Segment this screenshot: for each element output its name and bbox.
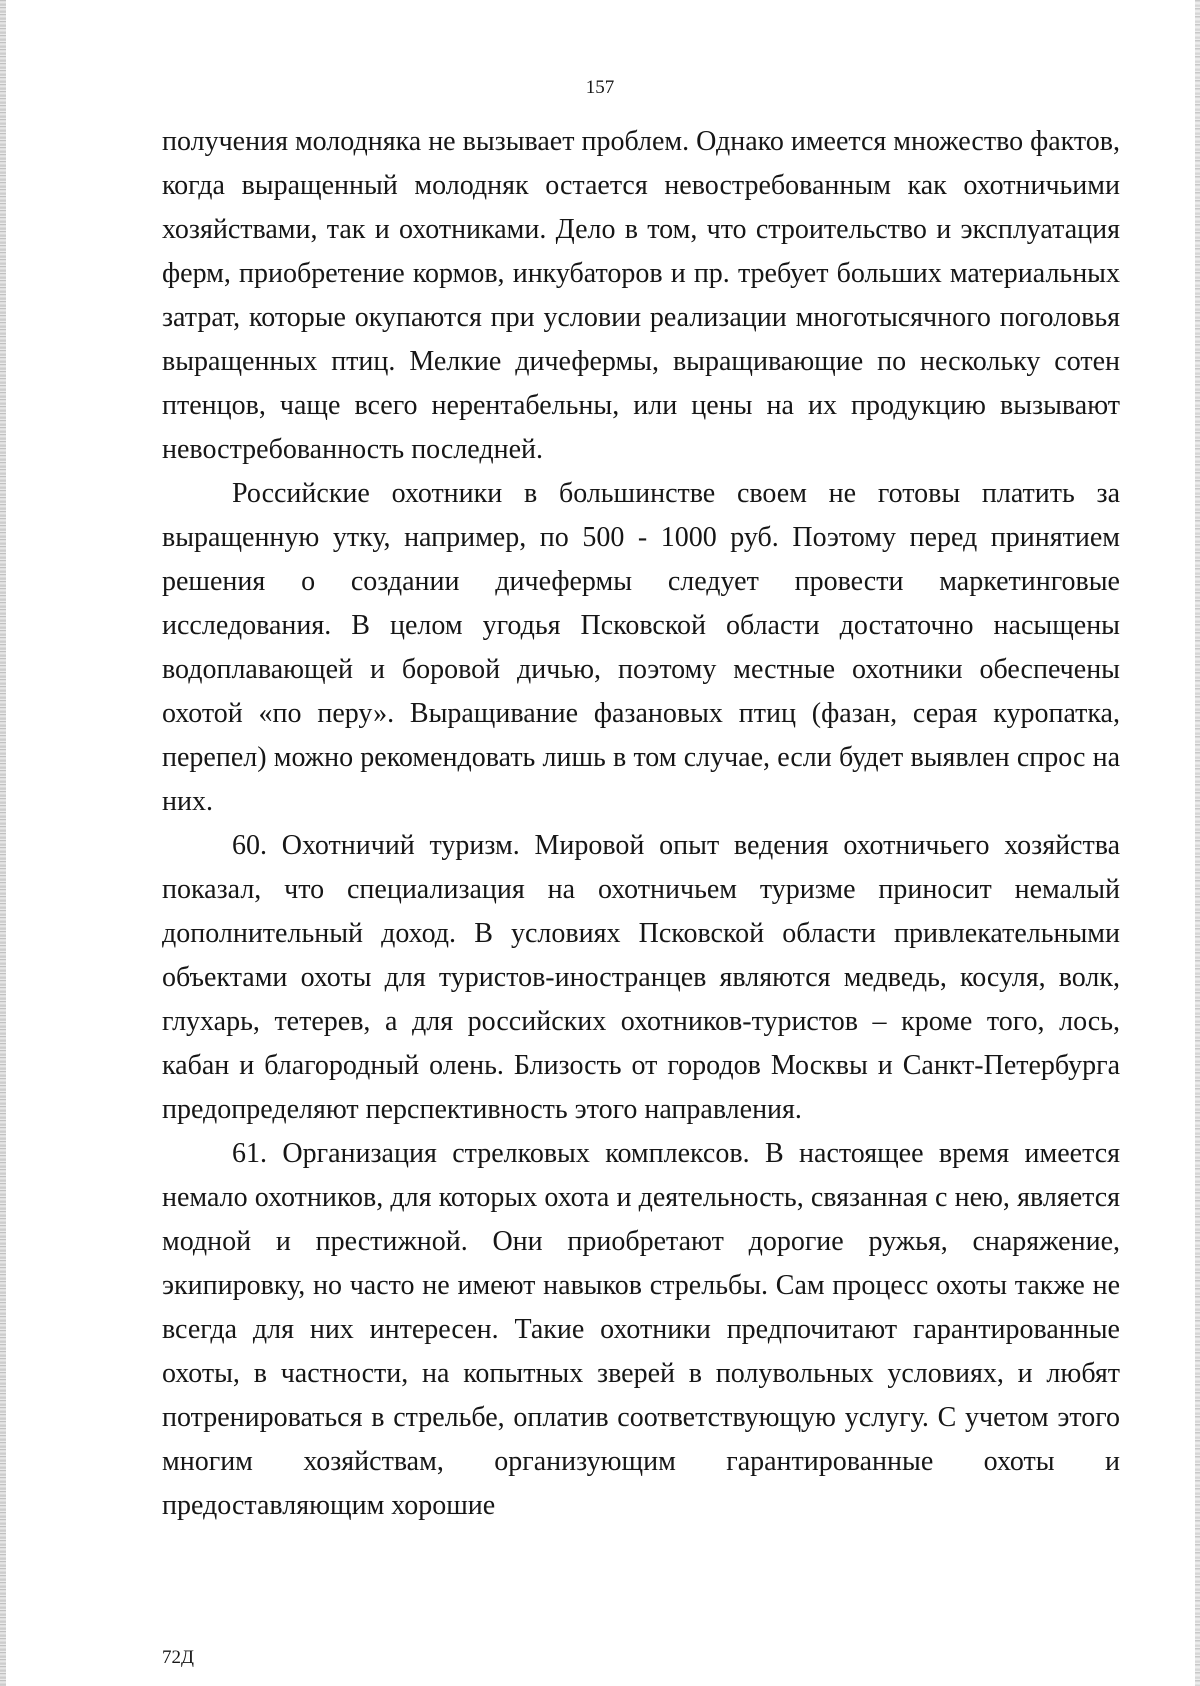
- scan-edge-right: [1195, 0, 1200, 1686]
- paragraph-1: получения молодняка не вызывает проблем. Однако имеется множество фактов, когда выращенный молодняк остается невостребованным как охотничьими хозяйствами, так и охотниками. Дело в том, что строительство и эксплуатация ферм, приобретение кормов, инкубаторов и пр. требует больших материальных затрат, которые окупаются при условии реализации многотысячного поголовья выращенных птиц. Мелкие дичефермы, выращивающие по нескольку сотен птенцов, чаще всего нерентабельны, или цены на их продукцию вызывают невостребованность последней.: [162, 126, 1120, 465]
- paragraph-3-section-60: 60. Охотничий туризм. Мировой опыт ведения охотничьего хозяйства показал, что специализация на охотничьем туризме приносит немалый дополнительный доход. В условиях Псковской области привлекательными объектами охоты для туристов-иностранцев являются медведь, косуля, волк, глухарь, тетерев, а для российских охотников-туристов – кроме того, лось, кабан и благородный олень. Близость от городов Москвы и Санкт-Петербурга предопределяют перспективность этого направления.: [162, 830, 1120, 1125]
- scan-edge-left: [0, 0, 6, 1686]
- paragraph-4-section-61: 61. Организация стрелковых комплексов. В настоящее время имеется немало охотников, для которых охота и деятельность, связанная с нею, является модной и престижной. Они приобретают дорогие ружья, снаряжение, экипировку, но часто не имеют навыков стрельбы. Сам процесс охоты также не всегда для них интересен. Такие охотники предпочитают гарантированные охоты, в частности, на копытных зверей в полувольных условиях, и любят потренироваться в стрельбе, оплатив соответствующую услугу. С учетом этого многим хозяйствам, организующим гарантированные охоты и предоставляющим хорошие: [162, 1138, 1120, 1521]
- paragraph-2: Российские охотники в большинстве своем не готовы платить за выращенную утку, например, по 500 - 1000 руб. Поэтому перед принятием решения о создании дичефермы следует провести маркетинговые исследования. В целом угодья Псковской области достаточно насыщены водоплавающей и боровой дичью, поэтому местные охотники обеспечены охотой «по перу». Выращивание фазановых птиц (фазан, серая куропатка, перепел) можно рекомендовать лишь в том случае, если будет выявлен спрос на них.: [162, 478, 1120, 817]
- document-body: [162, 120, 1120, 1528]
- footer-code: 72Д: [162, 1647, 194, 1668]
- page-number: 157: [585, 77, 615, 98]
